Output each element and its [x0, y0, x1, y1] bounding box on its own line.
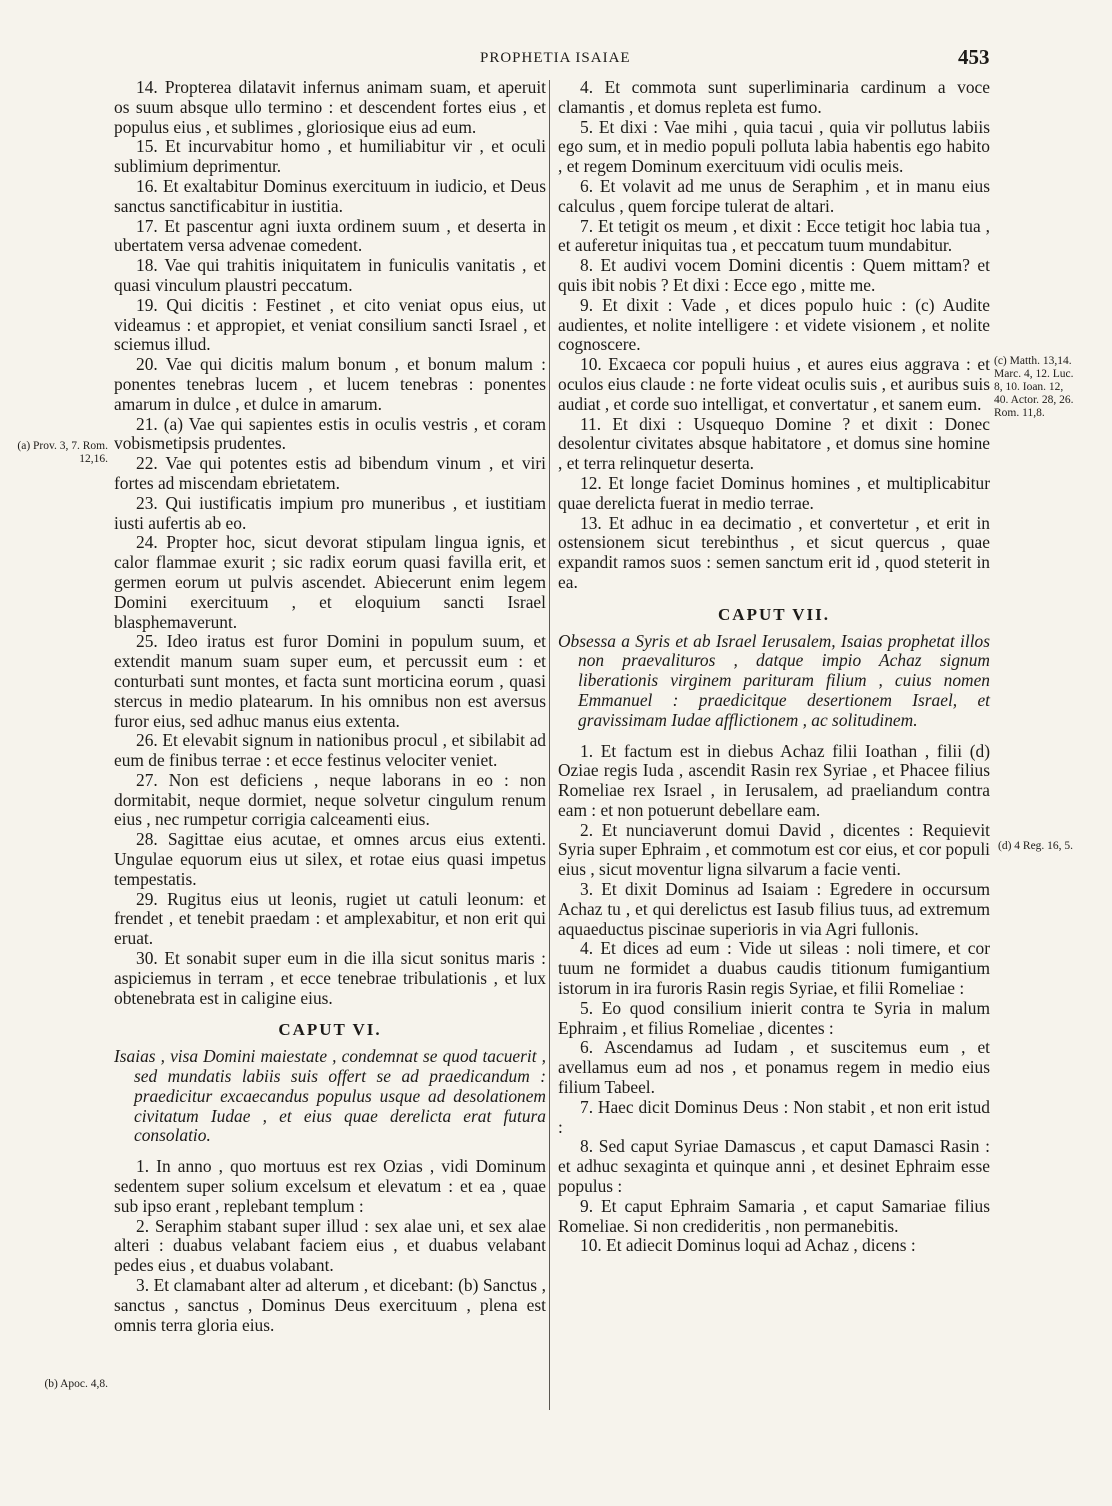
- verse-paragraph: 9. Et caput Ephraim Samaria , et caput Samariae filius Romeliae. Si non credideritis , non permanebitis.: [558, 1195, 990, 1236]
- verse-paragraph: 5. Et dixi : Vae mihi , quia tacui , quia vir pollutus labiis ego sum, et in medio populi polluta labia habentis ego habito , et regem Dominum exercituum vidi oculis meis.: [558, 116, 990, 177]
- verse-paragraph: 1. Et factum est in diebus Achaz filii Ioathan , filii (d) Oziae regis Iuda , ascendit Rasin rex Syriae , et Phacee filius Romeliae rex Israel , in Ierusalem, ad praeliandum contra eam : et non potuerunt debellare eam.: [558, 740, 990, 820]
- verse-paragraph: 19. Qui dicitis : Festinet , et cito veniat opus eius, ut videamus : et appropiet, et veniat consilium sancti Israel , et sciemus illud.: [114, 294, 546, 355]
- verse-paragraph: 9. Et dixit : Vade , et dices populo huic : (c) Audite audientes, et nolite intelligere : et videte visionem , et nolite cognoscere.: [558, 294, 990, 355]
- running-header-title: PROPHETIA ISAIAE: [480, 50, 631, 66]
- verse-paragraph: 6. Et volavit ad me unus de Seraphim , et in manu eius calculus , quem forcipe tulerat de altari.: [558, 175, 990, 216]
- margin-reference: (c) Matth. 13,14. Marc. 4, 12. Luc. 8, 10. Ioan. 12, 40. Actor. 28, 26. Rom. 11,8.: [994, 355, 1074, 419]
- verse-paragraph: 12. Et longe faciet Dominus homines , et multiplicabitur quae derelicta fuerat in medio terrae.: [558, 472, 990, 513]
- margin-reference: (a) Prov. 3, 7. Rom. 12,16.: [17, 440, 108, 465]
- verse-paragraph: 25. Ideo iratus est furor Domini in populum suum, et extendit manum suam super eum, et percussit eum : et conturbati sunt montes, et facta sunt morticina eorum , quasi stercus in medio platearum. In his omnibus non est aversus furor eius, sed adhuc manus eius extenta.: [114, 631, 546, 731]
- verse-paragraph: 18. Vae qui trahitis iniquitatem in funiculis vanitatis , et quasi vinculum plaustri peccatum.: [114, 255, 546, 295]
- verse-paragraph: 20. Vae qui dicitis malum bonum , et bonum malum : ponentes tenebras lucem , et lucem tenebras : ponentes amarum in dulce , et dulce in amarum.: [114, 354, 546, 414]
- verse-paragraph: 15. Et incurvabitur homo , et humiliabitur vir , et oculi sublimium deprimentur.: [114, 136, 546, 177]
- right-column: [558, 78, 990, 1256]
- verse-paragraph: 26. Et elevabit signum in nationibus procul , et sibilabit ad eum de finibus terrae : et ecce festinus velociter veniet.: [114, 730, 546, 771]
- verse-paragraph: 13. Et adhuc in ea decimatio , et convertetur , et erit in ostensionem sicut terebinthus , et sicut quercus , quae expandit ramos suos : semen sanctum erit id , quod steterit in ea.: [558, 512, 990, 592]
- chapter-summary: Isaias , visa Domini maiestate , condemnat se quod tacuerit , sed mundatis labiis suis offert se ad praedicandum : praedicitur excaecandus populus usque ad desolationem civitatum Iudae , et eius quae derelicta erat futura consolatio.: [114, 1046, 546, 1146]
- margin-reference: (d) 4 Reg. 16, 5.: [998, 840, 1074, 852]
- column-divider: [549, 80, 550, 1410]
- verse-paragraph: 23. Qui iustificatis impium pro muneribus , et iustitiam iusti aufertis ab eo.: [114, 492, 546, 533]
- verse-paragraph: 3. Et clamabant alter ad alterum , et dicebant: (b) Sanctus , sanctus , sanctus , Dominus Deus exercituum , plena est omnis terra gloria eius.: [114, 1275, 546, 1335]
- verse-paragraph: 10. Et adiecit Dominus loqui ad Achaz , dicens :: [580, 1235, 916, 1256]
- left-column: [114, 78, 546, 1335]
- verse-paragraph: 7. Haec dicit Dominus Deus : Non stabit , et non erit istud :: [558, 1096, 990, 1137]
- verse-paragraph: 24. Propter hoc, sicut devorat stipulam lingua ignis, et calor flammae exurit ; sic radix eorum quasi favilla erit, et germen eorum ut pulvis ascendet. Abiecerunt enim legem Domini exercituum , et eloquium sancti Israel blasphemaverunt.: [114, 532, 546, 632]
- verse-paragraph: 29. Rugitus eius ut leonis, rugiet ut catuli leonum: et frendet , et tenebit praedam : et amplexabitur, et non erit qui eruat.: [114, 888, 546, 949]
- verse-paragraph: 2. Et nunciaverunt domui David , dicentes : Requievit Syria super Ephraim , et commotum est cor eius, et cor populi eius , sicut moventur ligna silvarum a facie venti.: [558, 819, 990, 880]
- verse-paragraph: 16. Et exaltabitur Dominus exercituum in iudicio, et Deus sanctus sanctificabitur in iustitia.: [114, 175, 546, 216]
- verse-paragraph: 3. Et dixit Dominus ad Isaiam : Egredere in occursum Achaz tu , et qui derelictus est Iasub filius tuus, ad extremum aquaeductus piscinae superioris in via Agri fullonis.: [558, 879, 990, 939]
- verse-paragraph: 4. Et commota sunt superliminaria cardinum a voce clamantis , et domus repleta est fumo.: [558, 77, 990, 117]
- verse-paragraph: 27. Non est deficiens , neque laborans in eo : non dormitabit, neque dormiet, neque solvetur cingulum renum eius , nec rumpetur corrigia calceamenti eius.: [114, 769, 546, 830]
- verse-paragraph: 8. Et audivi vocem Domini dicentis : Quem mittam? et quis ibit nobis ? Et dixi : Ecce ego , mitte me.: [558, 255, 990, 295]
- verse-paragraph: 28. Sagittae eius acutae, et omnes arcus eius extenti. Ungulae equorum eius ut silex, et rotae eius quasi impetus tempestatis.: [114, 829, 546, 889]
- verse-paragraph: 30. Et sonabit super eum in die illa sicut sonitus maris : aspiciemus in terram , et ecce tenebrae tribulationis , et lux obtenebrata est in caligine eius.: [114, 948, 546, 1008]
- verse-paragraph: 6. Ascendamus ad Iudam , et suscitemus eum , et avellamus eum ad nos , et ponamus regem in medio eius filium Tabeel.: [558, 1037, 990, 1098]
- verse-paragraph: 14. Propterea dilatavit infernus animam suam, et aperuit os suum absque ullo termino : et descendent fortes eius , et populus eius , et sublimes , gloriosique eius ad eum.: [114, 77, 546, 137]
- verse-paragraph: 1. In anno , quo mortuus est rex Ozias , vidi Dominum sedentem super solium excelsum et elevatum : et ea , quae sub ipso erant , replebant templum :: [114, 1156, 546, 1216]
- chapter-heading: CAPUT VII.: [718, 604, 830, 624]
- verse-paragraph: 22. Vae qui potentes estis ad bibendum vinum , et viri fortes ad miscendam ebrietatem.: [114, 453, 546, 493]
- chapter-summary: Obsessa a Syris et ab Israel Ierusalem, Isaias prophetat illos non praevalituros , datque impio Achaz signum liberationis virginem parituram filium , cuius nomen Emmanuel : praedicitque desertionem Israel, et gravissimam Iudae afflictionem , ac solitudinem.: [558, 630, 990, 730]
- verse-paragraph: 5. Eo quod consilium inierit contra te Syria in malum Ephraim , et filius Romeliae , dicentes :: [558, 997, 990, 1038]
- verse-paragraph: 4. Et dices ad eum : Vide ut sileas : noli timere, et cor tuum ne formidet a duabus caudis titionum fumigantium istorum in ira furoris Rasin regis Syriae, et filii Romeliae :: [558, 938, 990, 999]
- verse-paragraph: 8. Sed caput Syriae Damascus , et caput Damasci Rasin : et adhuc sexaginta et quinque anni , et desinet Ephraim esse populus :: [558, 1136, 990, 1197]
- verse-paragraph: 2. Seraphim stabant super illud : sex alae uni, et sex alae alteri : duabus velabant faciem eius , et duabus velabant pedes eius , et duabus volabant.: [114, 1215, 546, 1276]
- verse-paragraph: 7. Et tetigit os meum , et dixit : Ecce tetigit hoc labia tua , et auferetur iniquitas tua , et peccatum tuum mundabitur.: [558, 215, 990, 256]
- chapter-heading: CAPUT VI.: [278, 1020, 382, 1040]
- verse-paragraph: 10. Excaeca cor populi huius , et aures eius aggrava : et oculos eius claude : ne forte videat oculis suis , et auribus suis audiat , et corde suo intelligat, et convertatur , et sanem eum.: [558, 354, 990, 414]
- verse-paragraph: 11. Et dixi : Usquequo Domine ? et dixit : Donec desolentur civitates absque habitatore , et domus sine homine , et terra relinquetur deserta.: [558, 413, 990, 474]
- margin-reference: (b) Apoc. 4,8.: [44, 1378, 108, 1390]
- verse-paragraph: 17. Et pascentur agni iuxta ordinem suum , et deserta in ubertatem versa advenae comedent.: [114, 215, 546, 256]
- verse-paragraph: 21. (a) Vae qui sapientes estis in oculis vestris , et coram vobismetipsis prudentes.: [114, 413, 546, 454]
- page-number: 453: [958, 45, 990, 69]
